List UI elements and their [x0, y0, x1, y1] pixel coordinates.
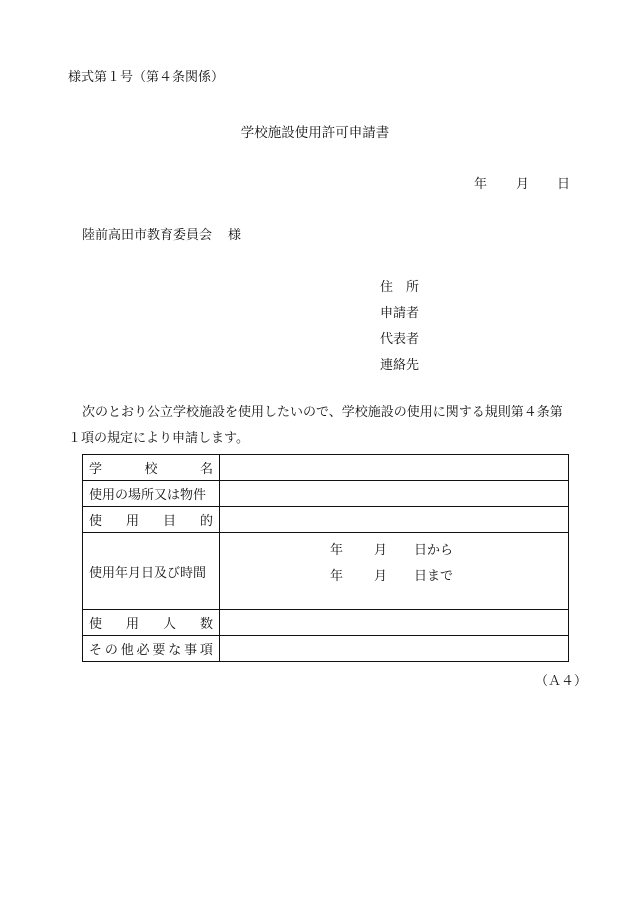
applicant-name-label: 申請者 [380, 306, 420, 321]
table-row-school-name [83, 455, 569, 481]
label-char: 他 [120, 643, 134, 658]
label-char: 要 [152, 643, 166, 658]
date-year-label: 年 [474, 177, 488, 192]
applicant-block [380, 275, 419, 379]
label-char: な [168, 643, 182, 658]
place-label: 使用の場所又は物件 [83, 481, 220, 507]
addressee [82, 224, 241, 243]
period-from-day: 日から [414, 543, 454, 558]
datetime-label: 使用年月日及び時間 [83, 533, 220, 610]
purpose-label [83, 507, 220, 533]
statement-line-1: 次のとおり公立学校施設を使用したいので、学校施設の使用に関する規則第４条第 [82, 405, 563, 420]
label-char: 名 [199, 462, 213, 477]
addressee-name: 陸前高田市教育委員会 [82, 228, 213, 243]
table-row-datetime [83, 533, 569, 610]
label-char: 事 [184, 643, 198, 658]
purpose-field[interactable] [220, 507, 569, 533]
date-month-label: 月 [516, 177, 530, 192]
datetime-field[interactable] [220, 533, 569, 610]
label-char: 使 [89, 617, 103, 632]
label-char: の [104, 643, 118, 658]
document-title: 学校施設使用許可申請書 [240, 125, 390, 141]
date-day-label: 日 [557, 177, 571, 192]
form-number: 様式第１号（第４条関係） [68, 70, 225, 85]
statement-line-2: １項の規定により申請します。 [68, 431, 249, 446]
paper-size-note: （Ａ４） [535, 674, 588, 689]
addressee-honorific: 様 [228, 228, 242, 243]
table-row-place [83, 481, 569, 507]
period-to-day: 日まで [414, 569, 454, 584]
headcount-label [83, 610, 220, 636]
label-char: 的 [199, 514, 213, 529]
headcount-field[interactable] [220, 610, 569, 636]
label-char: 項 [199, 643, 213, 658]
label-char: 人 [162, 617, 176, 632]
applicant-representative-label: 代表者 [380, 332, 420, 347]
school-name-field[interactable] [220, 455, 569, 481]
applicant-contact-label: 連絡先 [380, 358, 420, 373]
place-field[interactable] [220, 481, 569, 507]
label-char: 学 [89, 462, 103, 477]
table-row-other [83, 636, 569, 662]
table-row-purpose [83, 507, 569, 533]
school-name-label [83, 455, 220, 481]
period-from-year: 年 [330, 543, 344, 558]
other-field[interactable] [220, 636, 569, 662]
label-char: 目 [162, 514, 176, 529]
applicant-address-label: 住 所 [380, 280, 420, 295]
label-char: 必 [136, 643, 150, 658]
table-row-headcount [83, 610, 569, 636]
period-from-month: 月 [374, 543, 388, 558]
label-char: そ [89, 643, 103, 658]
period-block [220, 533, 568, 609]
other-label [83, 636, 220, 662]
application-statement [68, 400, 588, 452]
label-char: 用 [125, 514, 139, 529]
label-char: 数 [199, 617, 213, 632]
period-to-year: 年 [330, 569, 344, 584]
label-char: 校 [144, 462, 158, 477]
label-char: 用 [125, 617, 139, 632]
period-to-month: 月 [374, 569, 388, 584]
application-table [82, 454, 569, 662]
label-char: 使 [89, 514, 103, 529]
